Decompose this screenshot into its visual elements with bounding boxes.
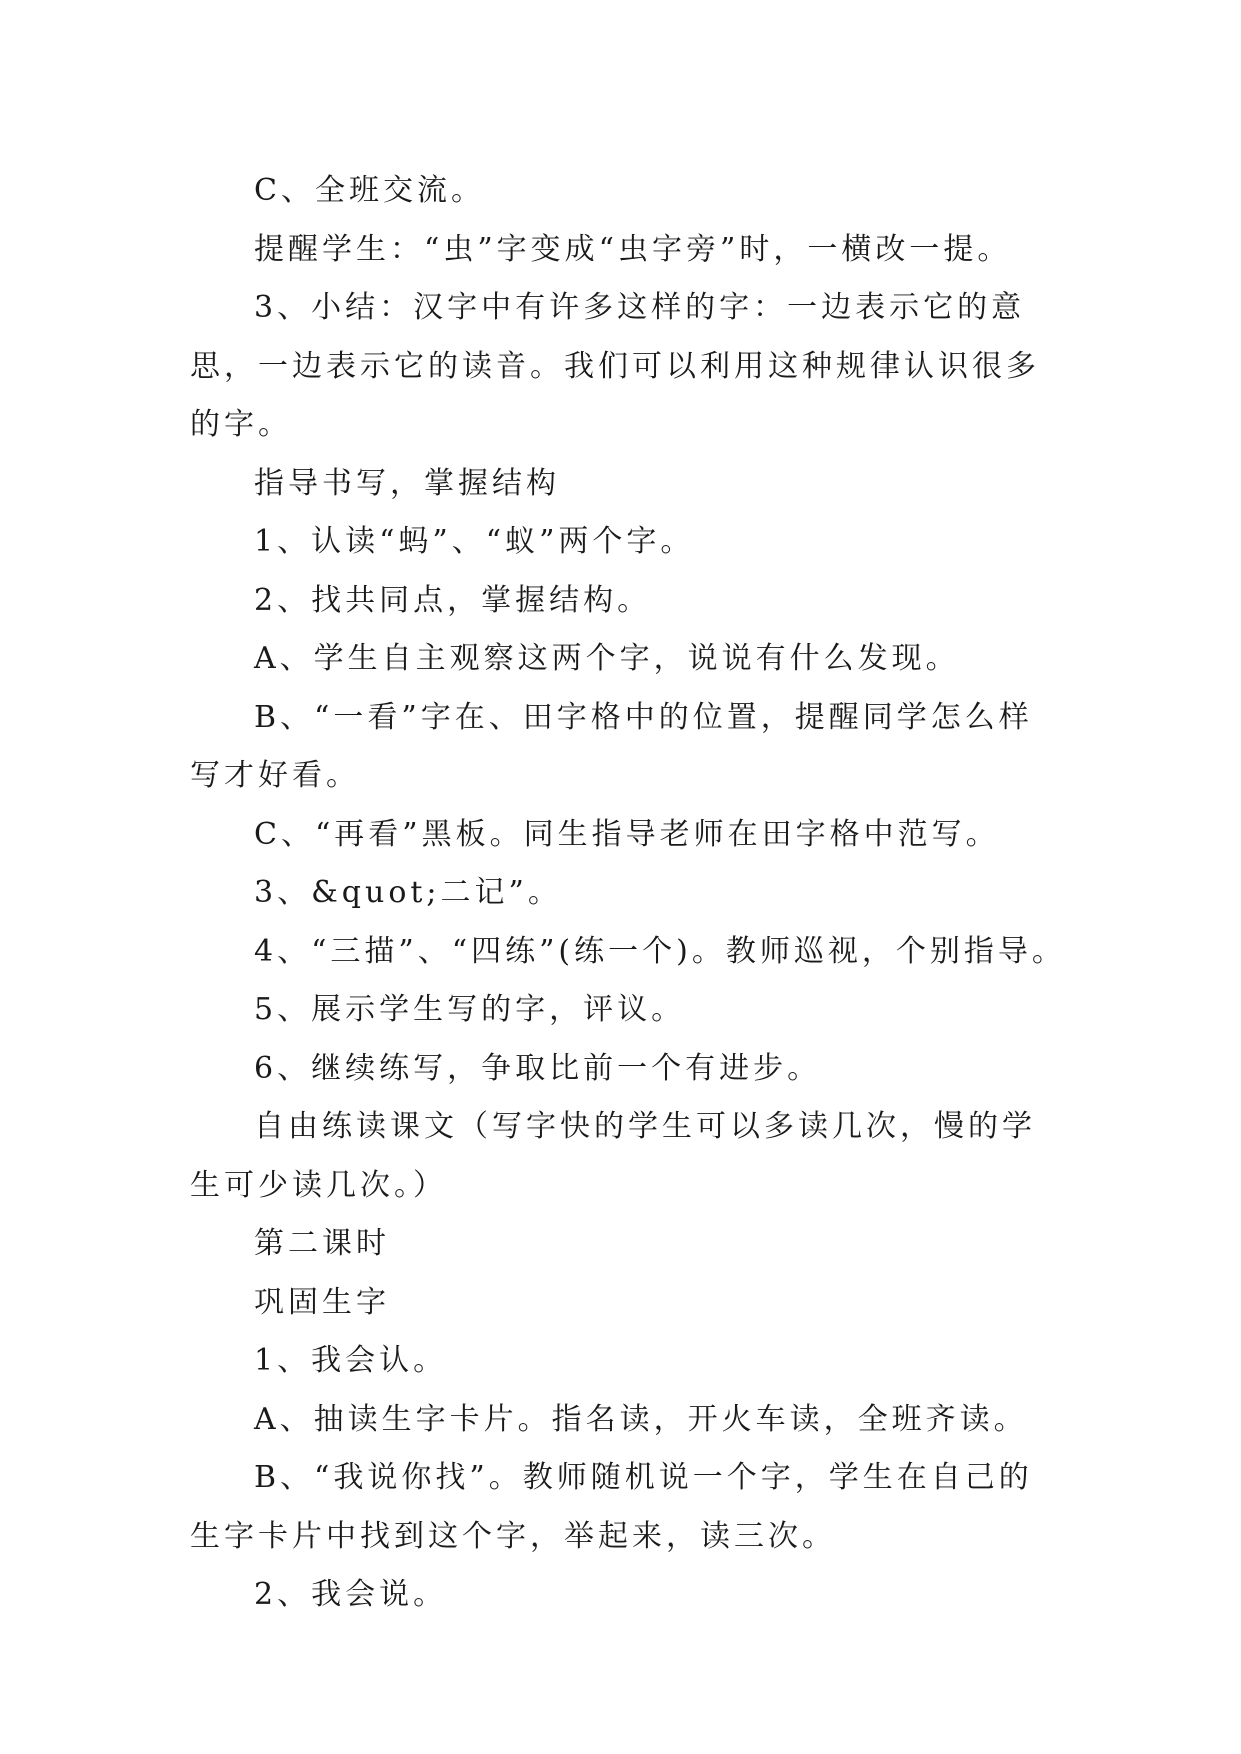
paragraph-20: 2、我会说。 — [254, 1577, 448, 1612]
paragraph-10: 3、&quot;二记”。 — [254, 875, 562, 910]
paragraph-8: B、“一看”字在、田字格中的位置，提醒同学怎么样写才好看。 — [190, 699, 1033, 793]
paragraph-1: C、全班交流。 — [254, 173, 485, 208]
paragraph-7: A、学生自主观察这两个字，说说有什么发现。 — [254, 641, 960, 676]
paragraph-3: 3、小结：汉字中有许多这样的字：一边表示它的意思，一边表示它的读音。我们可以利用这种规律认识很多的字。 — [190, 290, 1040, 442]
paragraph-14: 自由练读课文（写字快的学生可以多读几次，慢的学生可少读几次。） — [190, 1109, 1036, 1203]
paragraph-9: C、“再看”黑板。同生指导老师在田字格中范写。 — [254, 816, 1000, 852]
paragraph-15: 第二课时 — [254, 1226, 390, 1261]
paragraph-6: 2、找共同点，掌握结构。 — [254, 582, 652, 618]
paragraph-11: 4、“三描”、“四练”(练一个)。教师巡视，个别指导。 — [254, 933, 1066, 969]
paragraph-13: 6、继续练写，争取比前一个有进步。 — [254, 1050, 822, 1086]
paragraph-19: B、“我说你找”。教师随机说一个字，学生在自己的生字卡片中找到这个字，举起来，读三次。 — [190, 1460, 1033, 1554]
paragraph-18: A、抽读生字卡片。指名读，开火车读，全班齐读。 — [254, 1401, 1028, 1437]
document-body — [190, 162, 1066, 1625]
paragraph-4: 指导书写，掌握结构 — [254, 465, 560, 501]
paragraph-5: 1、认读“蚂”、“蚁”两个字。 — [254, 524, 695, 559]
paragraph-12: 5、展示学生写的字，评议。 — [254, 992, 686, 1027]
paragraph-17: 1、我会认。 — [254, 1343, 448, 1378]
paragraph-16: 巩固生字 — [254, 1284, 390, 1320]
paragraph-2: 提醒学生：“虫”字变成“虫字旁”时，一横改一提。 — [254, 231, 1012, 267]
